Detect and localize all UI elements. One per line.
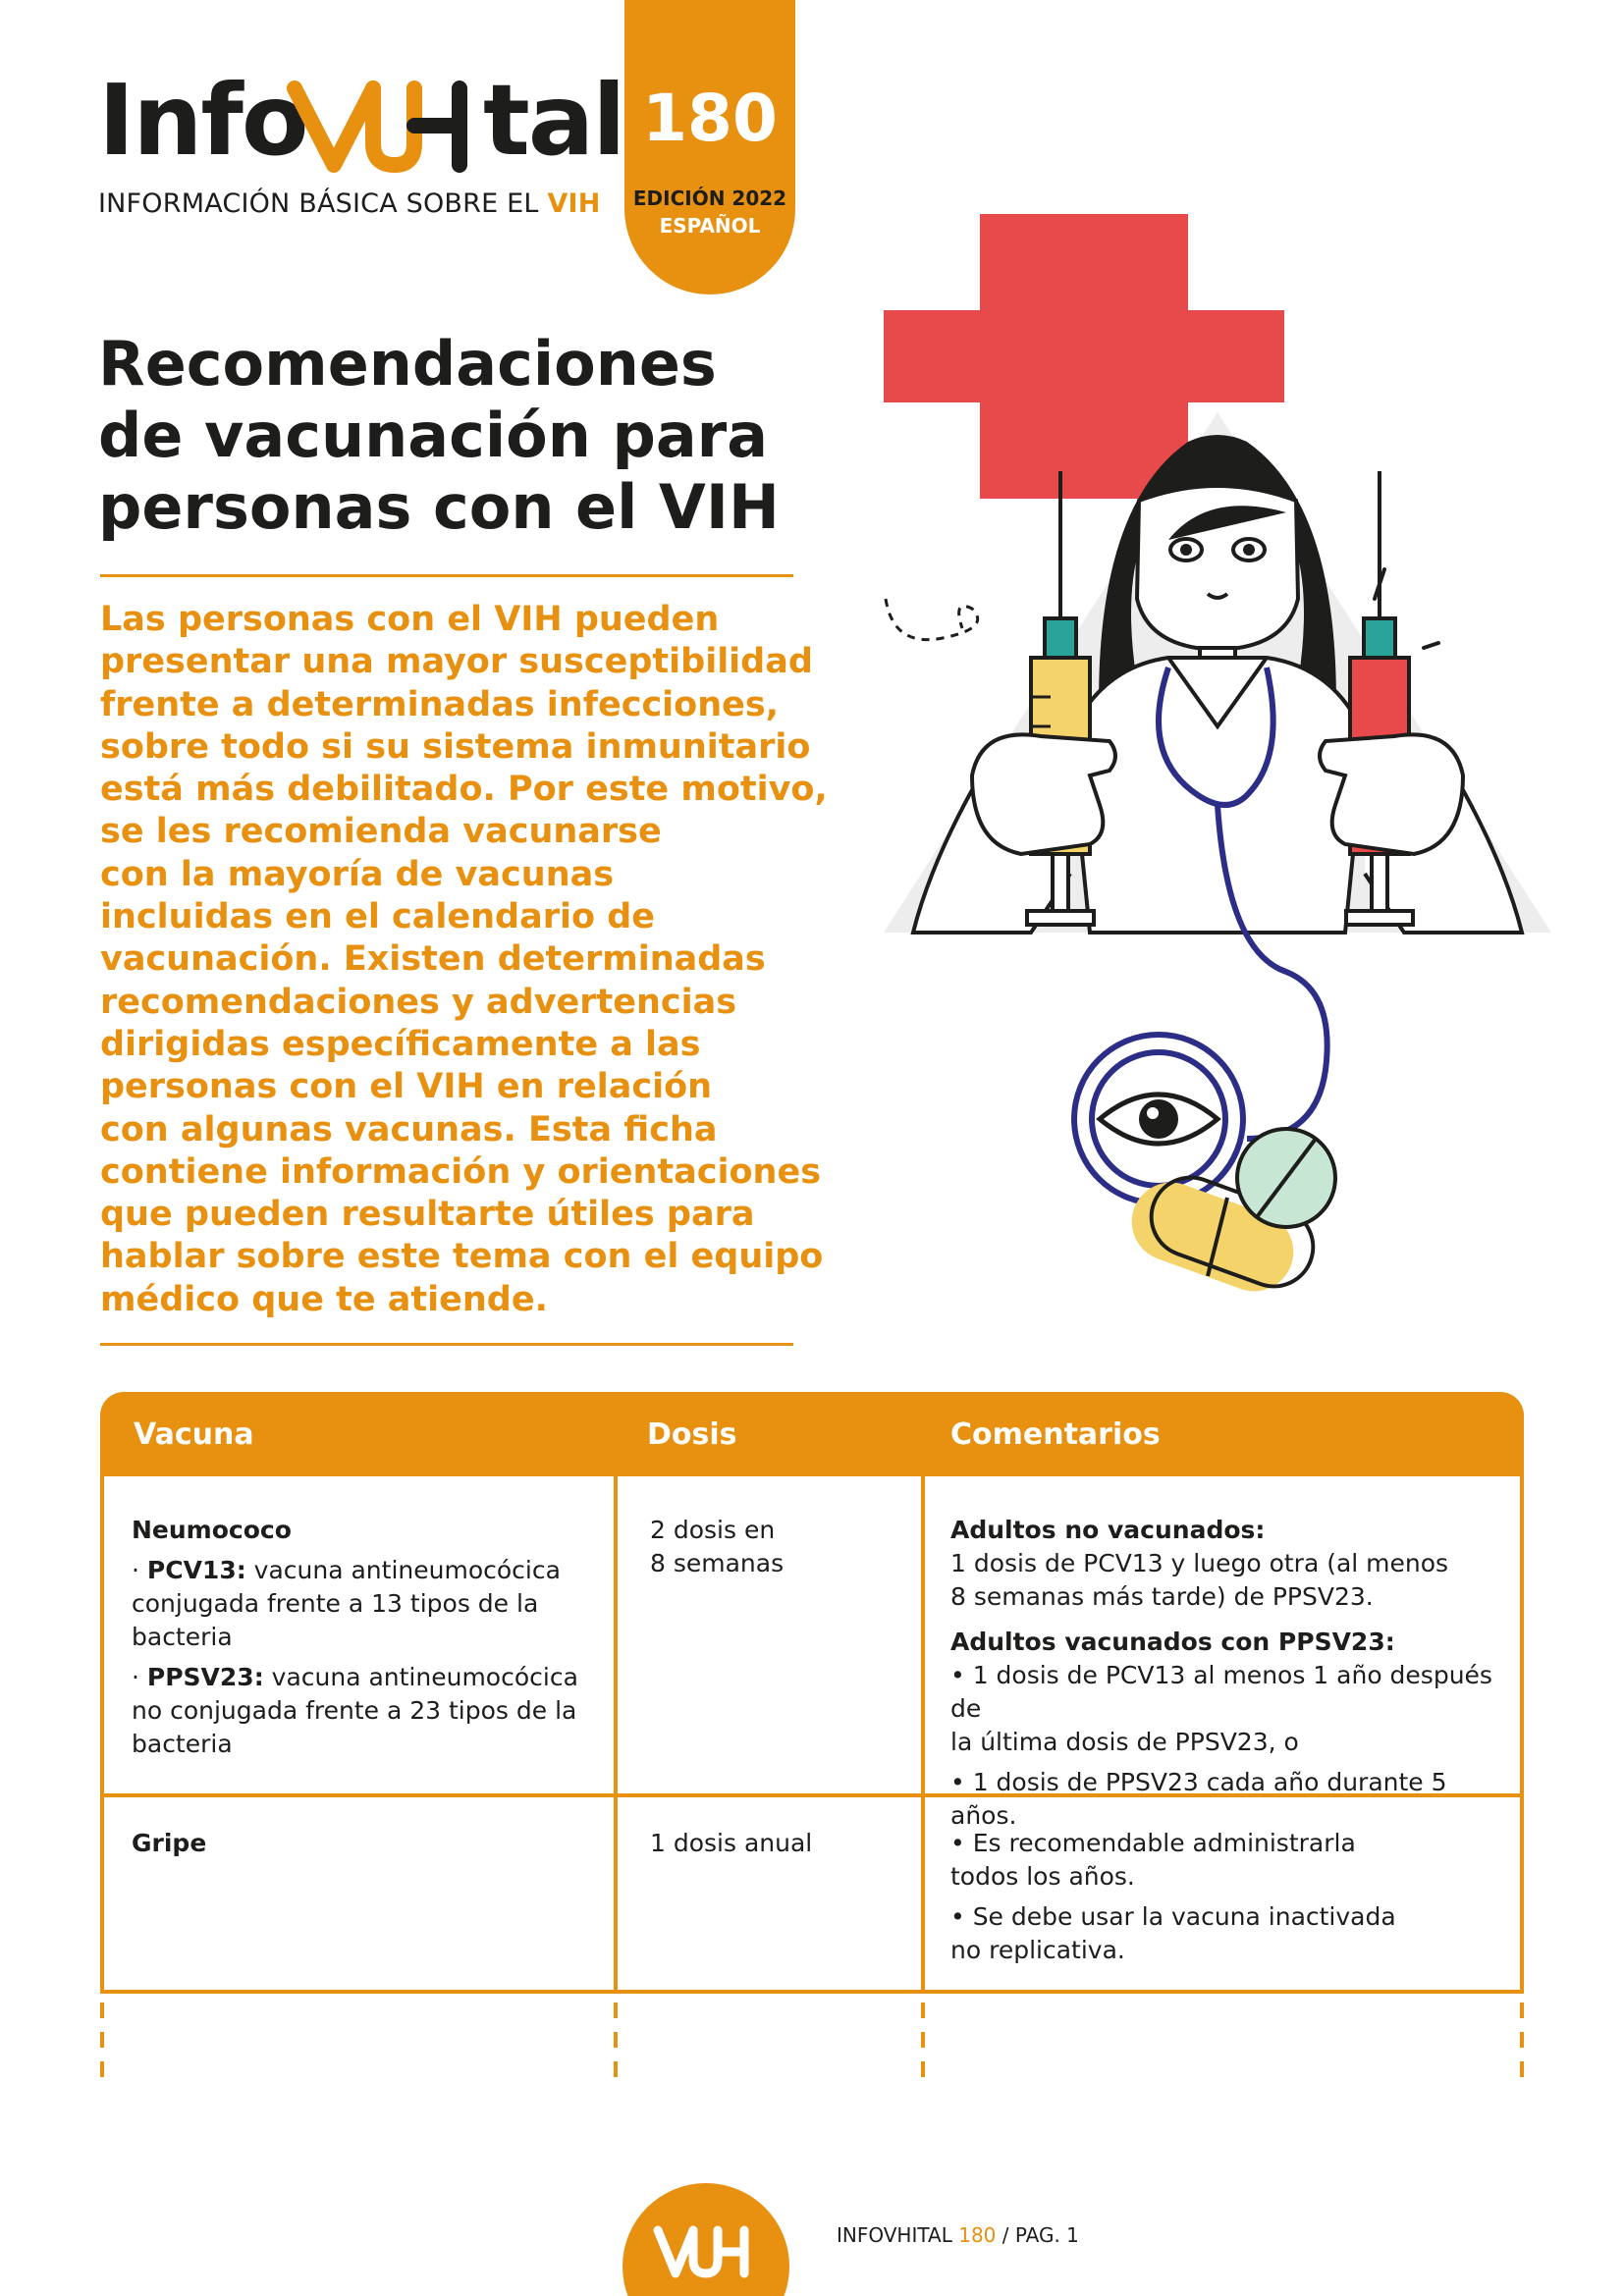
bullet: · [132,1663,147,1691]
lead-line: que pueden resultarte útiles para [100,1195,755,1235]
vaccine-name: Gripe [132,1829,207,1857]
lead-line: con la mayoría de vacunas [100,854,615,894]
lead-line: contiene información y orientaciones [100,1151,822,1192]
table-row [132,1514,603,1768]
lead-line: presentar una mayor susceptibilidad [100,642,813,682]
table-continuation [614,2002,618,2079]
row-separator [100,1990,1524,1994]
comment-text: • Es recomendable administrarla [950,1829,1356,1857]
dose-cell [650,1827,915,1860]
issue-language: ESPAÑOL [659,214,761,238]
vaccine-desc: conjugada frente a 13 tipos de la [132,1589,539,1618]
comment-text: la última dosis de PPSV23, o [950,1728,1299,1756]
vaccination-table [100,1392,1524,2079]
table-continuation [1520,2002,1524,2079]
vaccine-desc: no conjugada frente a 23 tipos de la [132,1696,577,1725]
logo-text-right: tal [483,63,624,178]
issue-edition: EDICIÓN 2022 [632,187,787,210]
lead-line: personas con el VIH en relación [100,1067,713,1107]
logo-subtitle [98,188,601,219]
infovihtal-logo [98,63,624,178]
vaccine-desc: vacuna antineumocócica [263,1663,578,1691]
lead-line: vacunación. Existen determinadas [100,939,766,980]
title-line: personas con el VIH [98,471,780,543]
lead-line: dirigidas específicamente a las [100,1024,701,1064]
vaccine-desc: vacuna antineumocócica [245,1556,561,1584]
lead-line: sobre todo si su sistema inmunitario [100,726,811,767]
vaccine-desc: bacteria [132,1730,233,1758]
lead-line: recomendaciones y advertencias [100,982,737,1022]
lead-line: con algunas vacunas. Esta ficha [100,1109,718,1149]
issue-number: 180 [642,80,778,156]
footer-page: / PAG. 1 [996,2223,1079,2247]
footer-logo-badge [623,2183,789,2296]
comment-text: • 1 dosis de PPSV23 cada año durante 5 años. [950,1768,1447,1830]
table-divider-2 [921,1476,925,1991]
divider-bottom [100,1343,793,1346]
vaccine-desc: bacteria [132,1623,233,1651]
dose-text: 8 semanas [650,1549,785,1577]
comment-cell [950,1514,1515,1840]
table-divider-1 [614,1476,618,1991]
table-continuation [100,2002,104,2079]
table-header [100,1392,1524,1476]
comment-text: • 1 dosis de PCV13 al menos 1 año después de [950,1661,1492,1723]
lead-line: Las personas con el VIH pueden [100,600,720,639]
comment-text: todos los años. [950,1862,1135,1891]
divider-top [100,574,793,577]
page-title [98,328,805,543]
table-row [132,1827,603,1860]
table-continuation [921,2002,925,2079]
footer-page-info [837,2223,1079,2247]
comment-cell [950,1827,1515,1974]
dose-cell [650,1514,915,1580]
logo-text-left: Info [98,63,307,178]
title-line: de vacunación para [98,400,769,471]
doctor-coat [1070,658,1365,933]
lead-paragraph [100,599,828,1321]
comment-text: • Se debe usar la vacuna inactivada [950,1902,1396,1931]
vaccine-name: Neumococo [132,1516,292,1544]
comment-heading: Adultos vacunados con PPSV23: [950,1628,1395,1656]
comment-text: 8 semanas más tarde) de PPSV23. [950,1582,1374,1611]
comment-text: no replicativa. [950,1936,1125,1964]
lead-line: médico que te atiende. [100,1279,548,1319]
vih-logo-mark [285,67,486,175]
hand-left [972,734,1115,854]
title-line: Recomendaciones [98,328,717,400]
lead-line: está más debilitado. Por este motivo, [100,770,828,810]
header-comentarios: Comentarios [950,1417,1161,1452]
vaccine-code: PPSV23: [146,1663,264,1691]
lead-line: incluidas en el calendario de [100,897,655,937]
footer-label: INFOVHITAL [837,2223,959,2247]
dose-text: 2 dosis en [650,1516,776,1544]
dose-text: 1 dosis anual [650,1829,813,1857]
lead-line: hablar sobre este tema con el equipo [100,1237,824,1277]
pill-tablet-icon [1237,1129,1335,1227]
vaccine-code: PCV13: [146,1556,246,1584]
bullet: · [132,1556,147,1584]
subtitle-main: INFORMACIÓN BÁSICA SOBRE EL [98,188,548,219]
footer-number: 180 [958,2223,997,2247]
subtitle-accent: VIH [547,188,601,219]
lead-line: frente a determinadas infecciones, [100,684,780,724]
hand-right [1320,734,1463,854]
header-vacuna: Vacuna [134,1417,254,1452]
table-border-right [1520,1476,1524,1991]
doctor-illustration [874,206,1561,1325]
comment-text: 1 dosis de PCV13 y luego otra (al menos [950,1549,1449,1577]
lead-line: se les recomienda vacunarse [100,812,662,852]
comment-heading: Adultos no vacunados: [950,1516,1266,1544]
table-border-left [100,1476,104,1991]
header-dosis: Dosis [647,1417,737,1452]
vih-footer-logo-icon [652,2222,760,2281]
issue-tab [624,0,795,294]
